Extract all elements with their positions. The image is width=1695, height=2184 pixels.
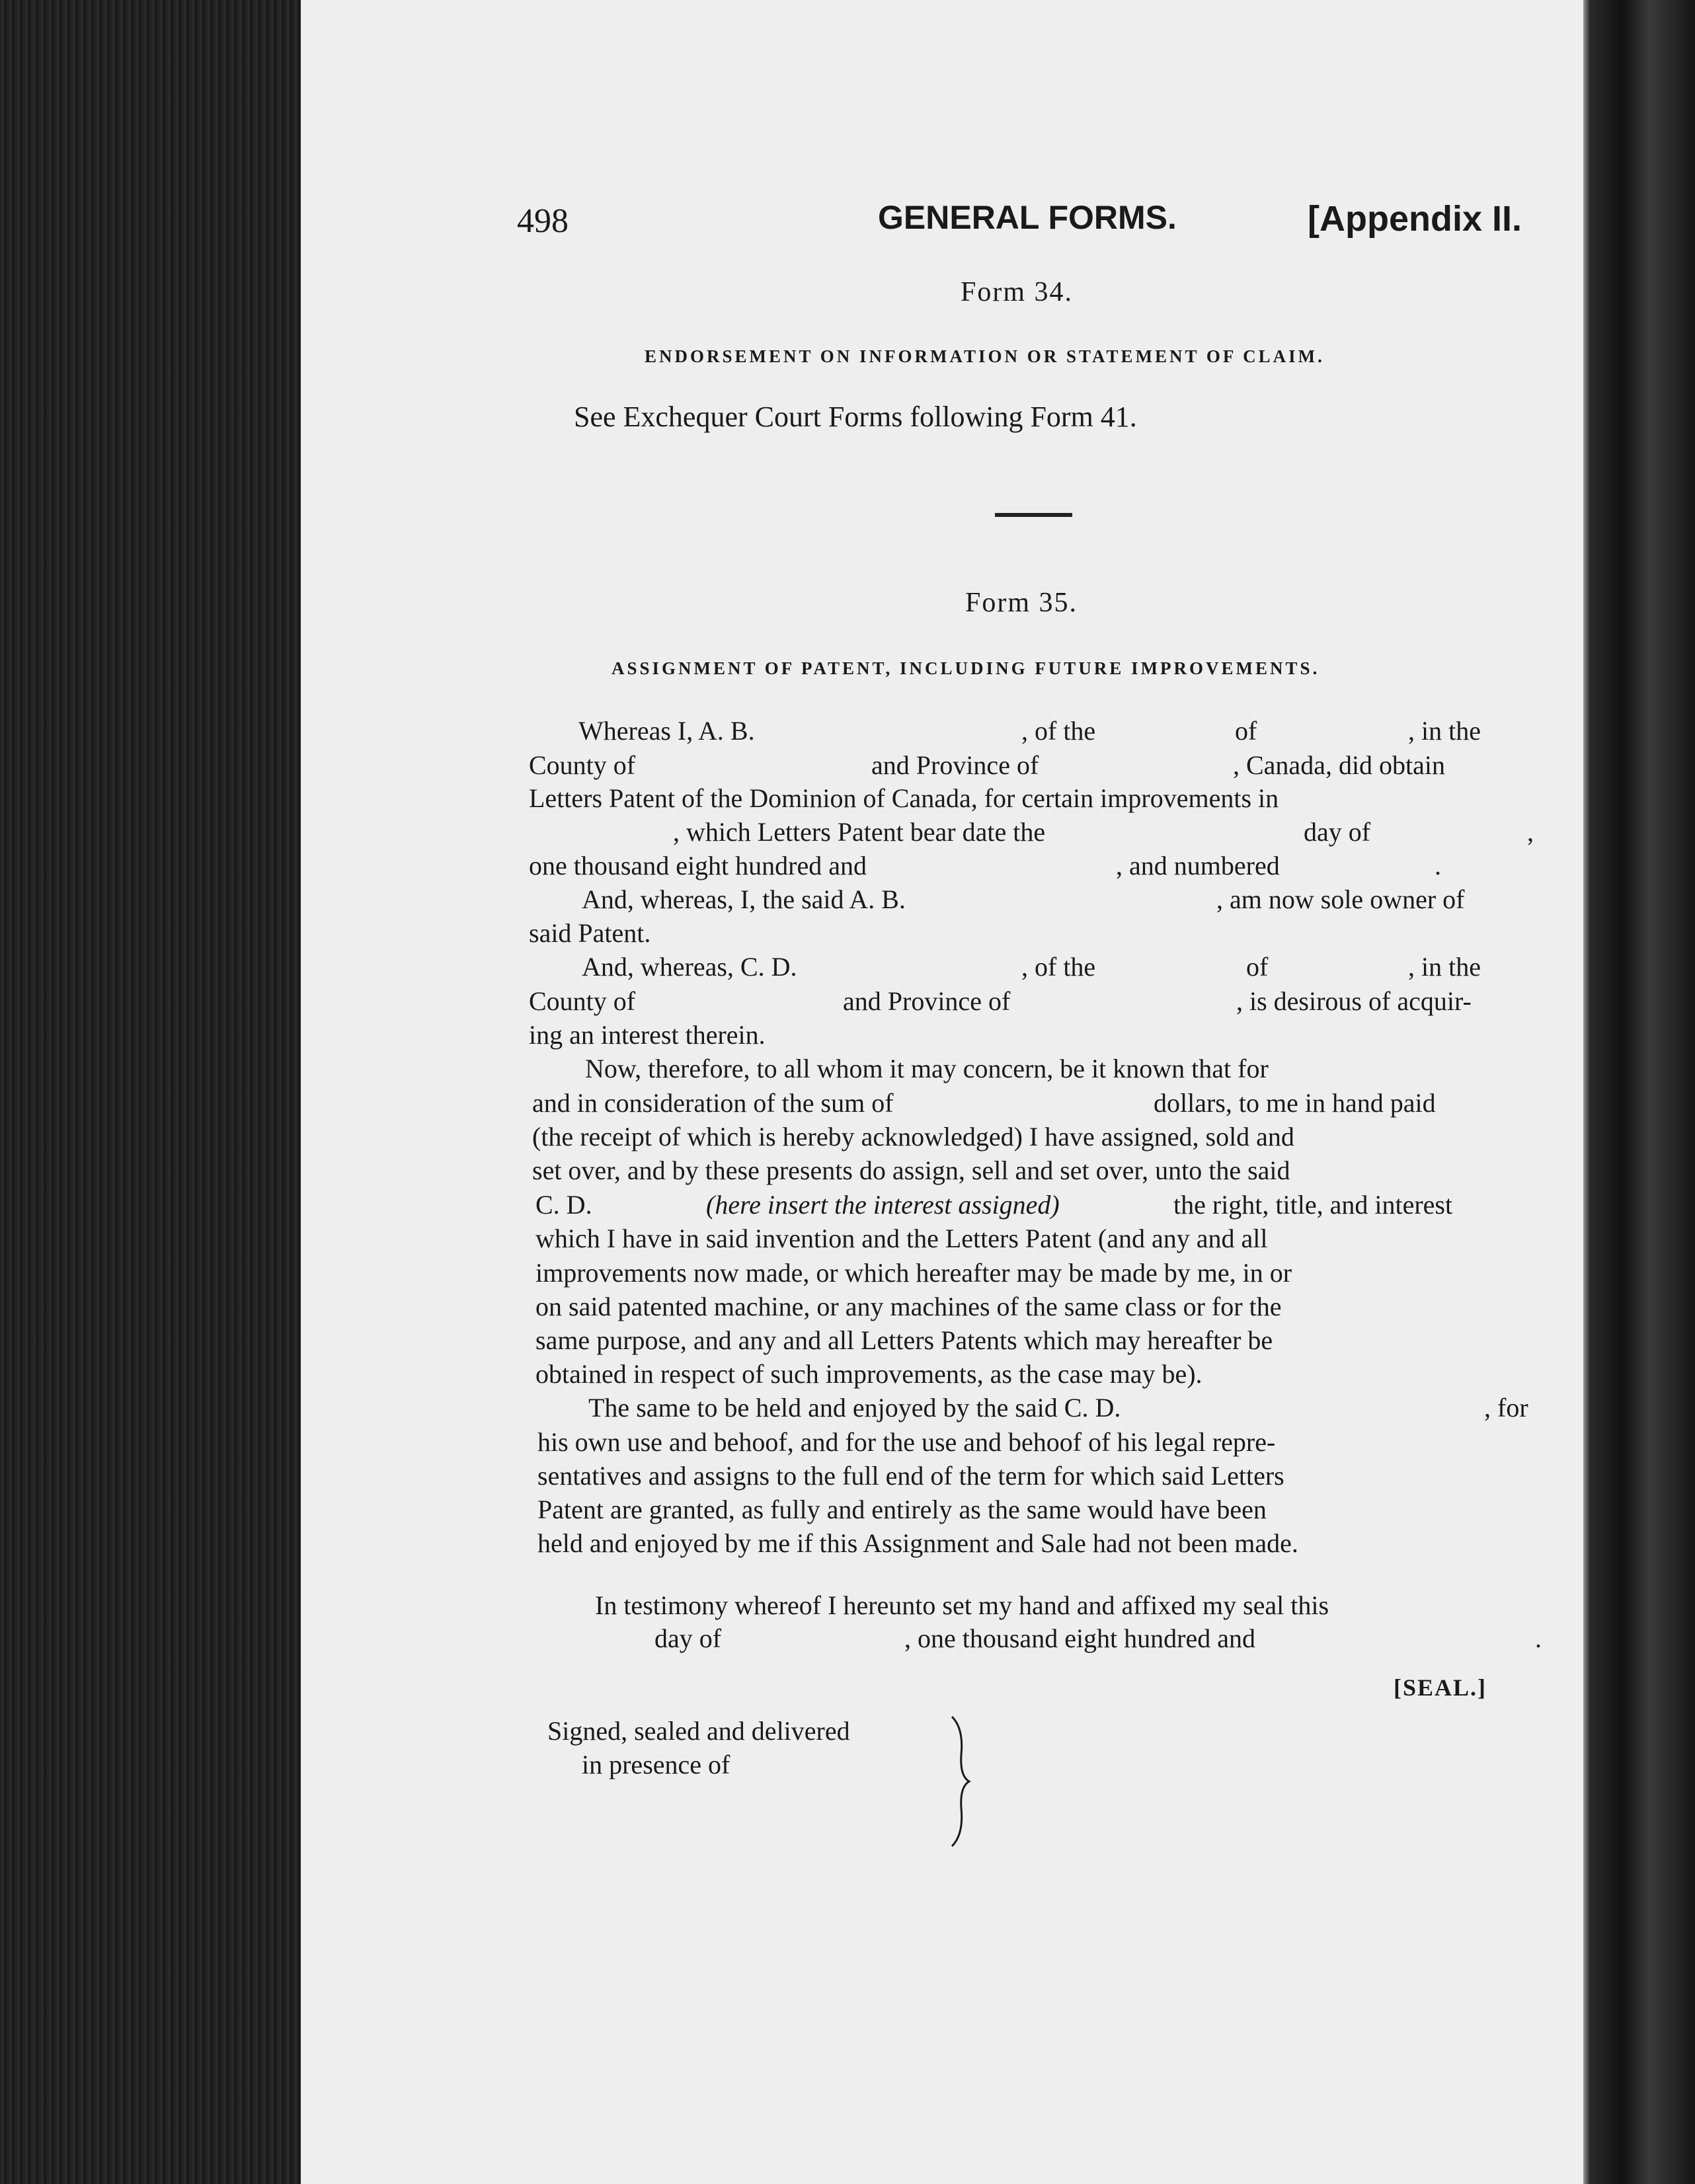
form-35-caption: ASSIGNMENT OF PATENT, INCLUDING FUTURE IMPROVEMENTS. (611, 658, 1320, 678)
body-line: one thousand eight hundred and (529, 851, 867, 880)
form-34-reference: See Exchequer Court Forms following Form 41. (574, 401, 1137, 433)
seal-mark: [SEAL.] (1394, 1674, 1487, 1701)
body-line: , Canada, did obtain (1233, 750, 1446, 780)
body-line: County of (529, 986, 636, 1016)
body-line: which I have in said invention and the Letters Patent (and any and all (535, 1224, 1268, 1253)
body-line: , (1527, 817, 1534, 847)
body-line: dollars, to me in hand paid (1154, 1088, 1436, 1118)
form-34-caption: ENDORSEMENT ON INFORMATION OR STATEMENT OF CLAIM. (645, 346, 1325, 366)
body-line: set over, and by these presents do assign, sell and set over, unto the said (532, 1155, 1290, 1185)
body-line: the right, title, and interest (1173, 1190, 1453, 1220)
body-line: said Patent. (529, 918, 651, 948)
brace-icon (947, 1715, 973, 1848)
body-line: held and enjoyed by me if this Assignment and Sale had not been made. (537, 1528, 1298, 1558)
signature-block: Signed, sealed and delivered (547, 1716, 850, 1746)
body-line: his own use and behoof, and for the use and behoof of his legal repre- (537, 1427, 1276, 1457)
body-line: , of the (1021, 952, 1096, 982)
body-line: and in consideration of the sum of (532, 1088, 894, 1118)
body-line: And, whereas, C. D. (582, 952, 797, 982)
body-line: C. D. (535, 1190, 592, 1220)
body-line: and Province of (843, 986, 1011, 1016)
body-line: and Province of (871, 750, 1039, 780)
body-line: of (1235, 716, 1257, 746)
body-line: obtained in respect of such improvements, as the case may be). (535, 1359, 1202, 1389)
body-line: (the receipt of which is hereby acknowledged) I have assigned, sold and (532, 1122, 1294, 1151)
body-line: Now, therefore, to all whom it may concern, be it known that for (585, 1054, 1269, 1083)
body-line-italic: (here insert the interest assigned) (706, 1190, 1060, 1220)
body-line: of (1246, 952, 1269, 982)
body-line: , in the (1408, 952, 1481, 982)
section-divider (995, 513, 1072, 517)
form-34-heading: Form 34. (961, 277, 1074, 307)
body-line: Whereas I, A. B. (578, 716, 755, 746)
body-line: on said patented machine, or any machines of the same class or for the (535, 1292, 1282, 1321)
body-line: , am now sole owner of (1216, 884, 1465, 914)
body-line: same purpose, and any and all Letters Patents which may hereafter be (535, 1325, 1273, 1355)
body-line: County of (529, 750, 636, 780)
body-line: And, whereas, I, the said A. B. (582, 884, 906, 914)
form-35-heading: Form 35. (965, 588, 1078, 618)
body-line: , which Letters Patent bear date the (673, 817, 1046, 847)
body-line: , is desirous of acquir- (1236, 986, 1472, 1016)
body-line: , in the (1408, 716, 1481, 746)
testimony-line: day of (654, 1623, 722, 1653)
appendix-label: [Appendix II. (1308, 199, 1522, 239)
testimony-line: , one thousand eight hundred and (904, 1623, 1255, 1653)
body-line: Letters Patent of the Dominion of Canada, for certain improvements in (529, 783, 1279, 813)
body-line: sentatives and assigns to the full end of the term for which said Letters (537, 1461, 1284, 1491)
page-number: 498 (517, 202, 569, 240)
page-edges-left (0, 0, 304, 2184)
body-line: , for (1484, 1393, 1528, 1423)
body-line: , of the (1021, 716, 1096, 746)
body-line: day of (1304, 817, 1371, 847)
body-line: The same to be held and enjoyed by the said C. D. (588, 1393, 1121, 1423)
testimony-line: . (1535, 1623, 1542, 1653)
signature-block: in presence of (582, 1750, 730, 1779)
body-line: . (1435, 851, 1441, 880)
running-title: GENERAL FORMS. (878, 199, 1177, 236)
body-line: , and numbered (1116, 851, 1280, 880)
body-line: ing an interest therein. (529, 1020, 766, 1050)
body-line: improvements now made, or which hereafter may be made by me, in or (535, 1258, 1292, 1288)
body-line: Patent are granted, as fully and entirely as the same would have been (537, 1495, 1267, 1524)
page-edges-right (1583, 0, 1695, 2184)
testimony-line: In testimony whereof I hereunto set my hand and affixed my seal this (595, 1590, 1329, 1620)
